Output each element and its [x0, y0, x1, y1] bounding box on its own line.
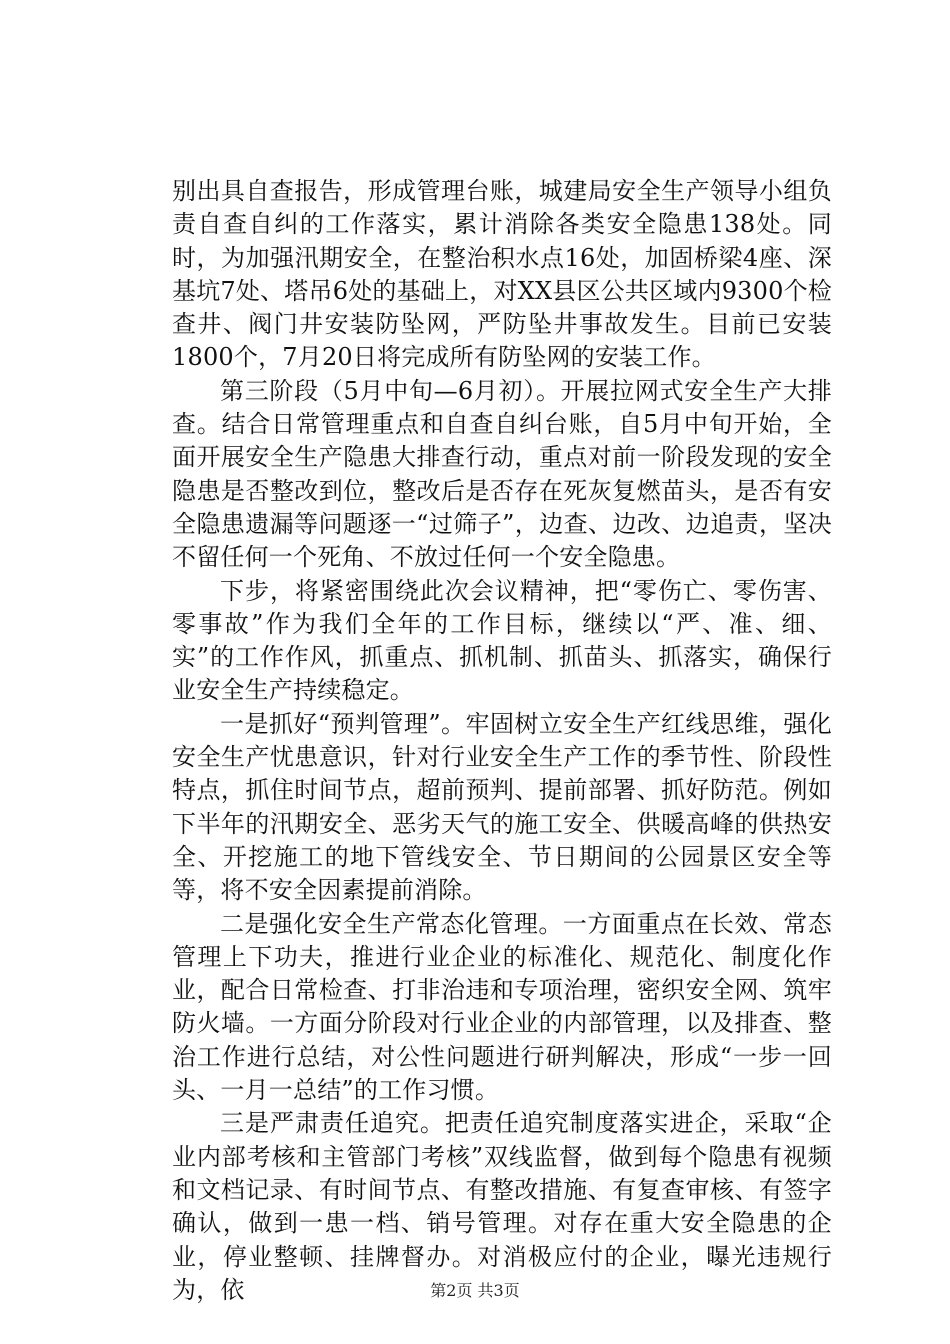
paragraph-point-three: 三是严肃责任追究。把责任追究制度落实进企，采取“企业内部考核和主管部门考核”双线监督，做到每个隐患有视频和文档记录、有时间节点、有整改措施、有复查审核、有签字确认，做到一患一档、销号管理。对存在重大安全隐患的企业，停业整顿、挂牌督办。对消极应付的企业，曝光违规行为，依: [172, 1109, 832, 1304]
paragraph-point-two: 二是强化安全生产常态化管理。一方面重点在长效、常态管理上下功夫，推进行业企业的标准化、规范化、制度化作业，配合日常检查、打非治违和专项治理，密织安全网、筑牢防火墙。一方面分阶段对行业企业的内部管理，以及排查、整治工作进行总结，对公性问题进行研判解决，形成“一步一回头、一月一总结”的工作习惯。: [172, 909, 832, 1105]
page-number-footer: 第2页 共3页: [430, 1281, 520, 1300]
paragraph-next-steps: 下步，将紧密围绕此次会议精神，把“零伤亡、零伤害、零事故”作为我们全年的工作目标，继续以“严、准、细、实”的工作作风，抓重点、抓机制、抓苗头、抓落实，确保行业安全生产持续稳定。: [172, 576, 832, 705]
paragraph-continuation: 别出具自查报告，形成管理台账，城建局安全生产领导小组负责自查自纠的工作落实，累计消除各类安全隐患138处。同时，为加强汛期安全，在整治积水点16处，加固桥梁4座、深基坑7处、塔吊6处的基础上，对XX县区公共区域内9300个检查井、阀门井安装防坠网，严防坠井事故发生。目前已安装1800个，7月20日将完成所有防坠网的安装工作。: [172, 177, 832, 372]
paragraph-stage-three: 第三阶段（5月中旬—6月初）。开展拉网式安全生产大排查。结合日常管理重点和自查自纠台账，自5月中旬开始，全面开展安全生产隐患大排查行动，重点对前一阶段发现的安全隐患是否整改到位，整改后是否存在死灰复燃苗头，是否有安全隐患遗漏等问题逐一“过筛子”，边查、边改、边追责，坚决不留任何一个死角、不放过任何一个安全隐患。: [172, 376, 832, 572]
paragraph-point-one: 一是抓好“预判管理”。牢固树立安全生产红线思维，强化安全生产忧患意识，针对行业安全生产工作的季节性、阶段性特点，抓住时间节点，超前预判、提前部署、抓好防范。例如下半年的汛期安全、恶劣天气的施工安全、供暖高峰的供热安全、开挖施工的地下管线安全、节日期间的公园景区安全等等，将不安全因素提前消除。: [172, 709, 832, 905]
document-body: [172, 175, 832, 1307]
